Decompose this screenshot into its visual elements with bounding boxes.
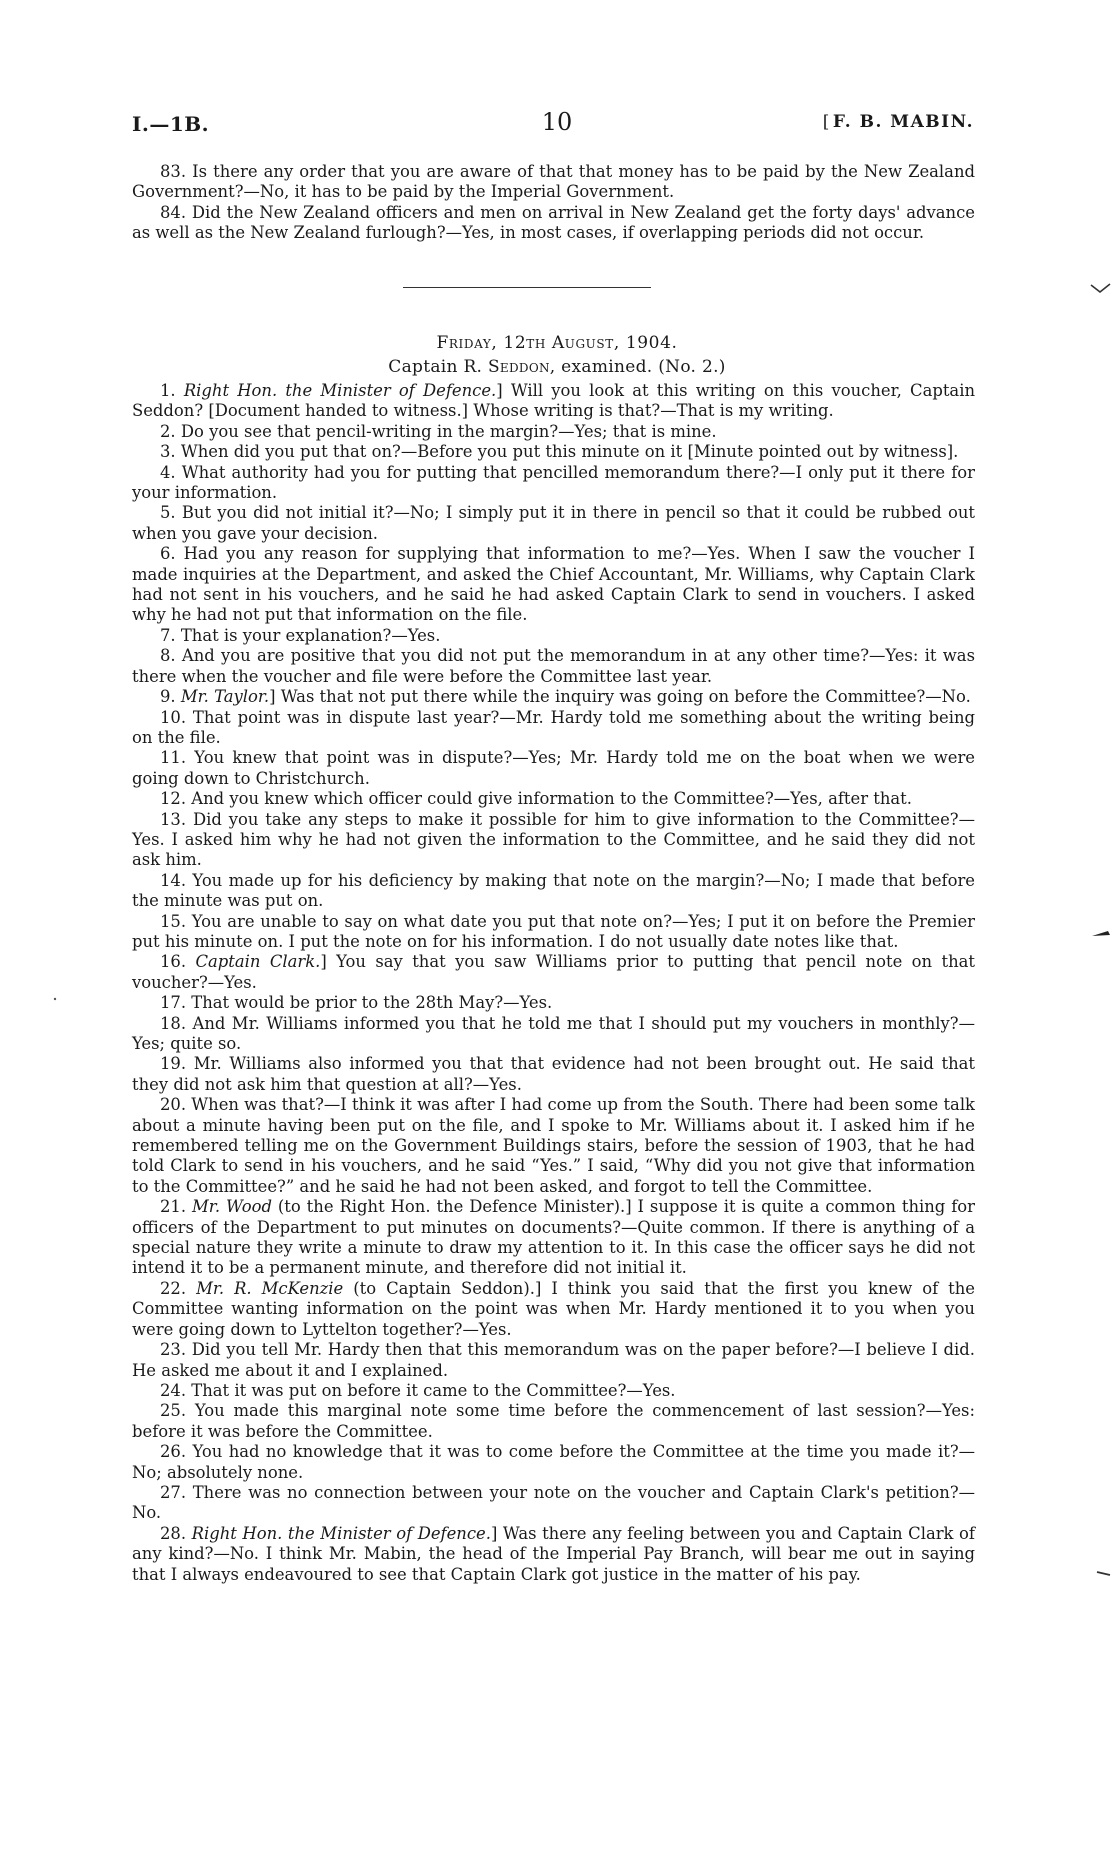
question-paragraph-text-rest: (to the Right Hon. the Defence Minister).] I suppose it is quite a common thing for officers of the Department to put minutes on documents?—Quite common. If there is anything of a special nature they write a minute to draw my attention to it. In this case the officer says he did not intend it to be a permanent minute, and therefore did not initial it. [132, 1197, 976, 1278]
question-paragraph [132, 1381, 975, 1401]
witness-running-head [823, 112, 974, 132]
witness-heading-pre: Captain R. [388, 357, 488, 377]
question-paragraph [132, 1095, 975, 1197]
question-paragraph-text-rest: ] You say that you saw Williams prior to putting that pencil note on that voucher?—Yes. [132, 952, 975, 992]
question-paragraph [132, 748, 975, 789]
intro-paragraph-text: 83. Is there any order that you are aware of that that money has to be paid by the New Zealand Government?—No, it has to be paid by the Imperial Government. [132, 162, 975, 202]
question-paragraph-text: 1. [160, 381, 184, 400]
question-paragraph [132, 646, 975, 687]
session-date [0, 333, 1114, 353]
question-paragraph-text: 11. You knew that point was in dispute?—Yes; Mr. Hardy told me on the boat when we were going down to Christchurch. [132, 748, 975, 788]
question-paragraph-text: 14. You made up for his deficiency by making that note on the margin?—No; I made that before the minute was put on. [132, 870, 975, 911]
question-paragraph [132, 442, 975, 462]
question-paragraph-text: 7. That is your explanation?—Yes. [160, 625, 441, 645]
margin-mark-3 [1096, 1570, 1112, 1578]
question-paragraph [132, 1483, 975, 1524]
margin-mark-1 [1090, 282, 1112, 296]
witness-heading-post: , examined. (No. 2.) [549, 357, 726, 377]
question-paragraph-text: 9. [160, 687, 181, 707]
question-paragraph-text: 15. You are unable to say on what date you put that note on?—Yes; I put it on before the Premier put his minute on. I put the note on for his information. I do not usually date notes like that. [132, 911, 975, 951]
question-paragraph-text: 4. What authority had you for putting that pencilled memorandum there?—I only put it there for your information. [132, 462, 975, 503]
question-paragraph [132, 463, 975, 504]
question-paragraph [132, 1442, 975, 1483]
question-paragraph [132, 687, 975, 707]
question-paragraph [132, 381, 975, 422]
bracket-mark: [ [822, 112, 831, 132]
intro-paragraph [132, 162, 975, 203]
speaker-name: Mr. Taylor. [180, 687, 270, 707]
page-number: 10 [541, 108, 573, 136]
question-paragraph-text: 24. That it was put on before it came to the Committee?—Yes. [160, 1380, 676, 1400]
witness-running-head-text: F. B. MABIN. [832, 112, 974, 132]
question-paragraph [132, 789, 975, 809]
question-paragraph [132, 708, 975, 749]
question-paragraph [132, 626, 975, 646]
question-paragraph-text: 25. You made this marginal note some time before the commencement of last session?—Yes: before it was before the Committee. [132, 1401, 975, 1441]
speaker-name: Right Hon. the Minister of Defence. [191, 1523, 491, 1543]
witness-heading-name: Seddon [487, 357, 550, 377]
question-paragraph-text: 27. There was no connection between your note on the voucher and Captain Clark's petition?—No. [132, 1482, 975, 1523]
question-paragraph-text: 28. [160, 1523, 192, 1543]
question-paragraph-text: 22. [160, 1278, 197, 1298]
question-paragraph [132, 1014, 975, 1055]
question-paragraph [132, 871, 975, 912]
examination-questions [132, 381, 975, 1585]
question-paragraph-text-rest: ] Was there any feeling between you and Captain Clark of any kind?—No. I think Mr. Mabin, the head of the Imperial Pay Branch, will bear me out in saying that I always endeavoured to see that Captain Clark got justice in the matter of his pay. [132, 1523, 975, 1584]
question-paragraph-text: 23. Did you tell Mr. Hardy then that this memorandum was on the paper before?—I believe I did. He asked me about it and I explained. [132, 1340, 975, 1380]
question-paragraph [132, 544, 975, 626]
intro-paragraph [132, 203, 975, 244]
question-paragraph-text: 21. [160, 1197, 193, 1217]
speaker-name: Captain Clark. [195, 952, 321, 972]
question-paragraph-text: 8. And you are positive that you did not put the memorandum in at any other time?—Yes: it was there when the voucher and file were before the Committee last year. [132, 646, 975, 686]
question-paragraph [132, 993, 975, 1013]
question-paragraph-text-rest: (to Captain Seddon).] I think you said that the first you knew of the Committee wanting information on the point was when Mr. Hardy mentioned it to you when you were going down to Lyttelton together?—Yes. [132, 1278, 975, 1339]
session-date-rest: 12th August, 1904. [503, 333, 678, 353]
question-paragraph-text: 12. And you knew which officer could give information to the Committee?—Yes, after that. [160, 789, 912, 809]
question-paragraph-text: 13. Did you take any steps to make it possible for him to give information to the Committee?—Yes. I asked him why he had not given the information to the Committee, and he said they did not ask him. [132, 809, 975, 870]
question-paragraph-text-rest: ] Was that not put there while the inquiry was going on before the Committee?—No. [269, 687, 971, 707]
question-paragraph [132, 1524, 975, 1585]
question-paragraph-text: 19. Mr. Williams also informed you that that evidence had not been brought out. He said that they did not ask him that question at all?—Yes. [132, 1054, 975, 1094]
question-paragraph [132, 1279, 975, 1340]
speaker-name: Mr. R. McKenzie [196, 1278, 344, 1298]
question-paragraph-text-rest: ] Will you look at this writing on this voucher, Captain Seddon? [Document handed to witness.] Whose writing is that?—That is my writing. [132, 381, 976, 421]
witness-heading [0, 357, 1114, 377]
question-paragraph [132, 952, 975, 993]
question-paragraph [132, 912, 975, 953]
question-paragraph-text: 10. That point was in dispute last year?—Mr. Hardy told me something about the writing being on the file. [132, 707, 975, 747]
question-paragraph-text: 20. When was that?—I think it was after I had come up from the South. There had been some talk about a minute having been put on the file, and I spoke to Mr. Williams about it. I asked him if he remembered telling me on the Government Buildings stairs, before the session of 1903, that he had told Clark to send in his vouchers, and he said “Yes.” I said, “Why did you not give that information to the Committee?” and he said he had not been asked, and forgot to tell the Committee. [132, 1095, 975, 1196]
question-paragraph [132, 503, 975, 544]
question-paragraph-text: 16. [160, 952, 196, 972]
intro-paragraph-text: 84. Did the New Zealand officers and men on arrival in New Zealand get the forty days' advance as well as the New Zealand furlough?—Yes, in most cases, if overlapping periods did not occur. [132, 202, 975, 243]
speaker-name: Mr. Wood [192, 1197, 272, 1217]
paper-reference: I.—1B. [132, 112, 210, 136]
question-paragraph [132, 1401, 975, 1442]
margin-mark-2 [1090, 928, 1112, 940]
question-paragraph-text: 2. Do you see that pencil-writing in the margin?—Yes; that is mine. [160, 421, 717, 441]
session-date-day: Friday, [436, 333, 498, 353]
question-paragraph-text: 3. When did you put that on?—Before you put this minute on it [Minute pointed out by witness]. [160, 442, 959, 462]
question-paragraph [132, 422, 975, 442]
question-paragraph-text: 26. You had no knowledge that it was to come before the Committee at the time you made it?—No; absolutely none. [132, 1442, 975, 1482]
question-paragraph [132, 810, 975, 871]
speaker-name: Right Hon. the Minister of Defence. [183, 381, 497, 400]
question-paragraph [132, 1340, 975, 1381]
margin-mark-4 [52, 996, 58, 1002]
intro-paragraphs [132, 162, 975, 244]
question-paragraph [132, 1054, 975, 1095]
question-paragraph-text: 6. Had you any reason for supplying that information to me?—Yes. When I saw the voucher I made inquiries at the Department, and asked the Chief Accountant, Mr. Williams, why Captain Clark had not sent in his vouchers, and he said he had asked Captain Clark to send in vouchers. I asked why he had not put that information on the file. [132, 544, 975, 625]
question-paragraph-text: 17. That would be prior to the 28th May?—Yes. [160, 993, 553, 1013]
question-paragraph [132, 1197, 975, 1279]
section-divider [403, 287, 651, 288]
question-paragraph-text: 5. But you did not initial it?—No; I simply put it in there in pencil so that it could be rubbed out when you gave your decision. [132, 503, 975, 543]
question-paragraph-text: 18. And Mr. Williams informed you that he told me that I should put my vouchers in monthly?—Yes; quite so. [132, 1013, 975, 1053]
